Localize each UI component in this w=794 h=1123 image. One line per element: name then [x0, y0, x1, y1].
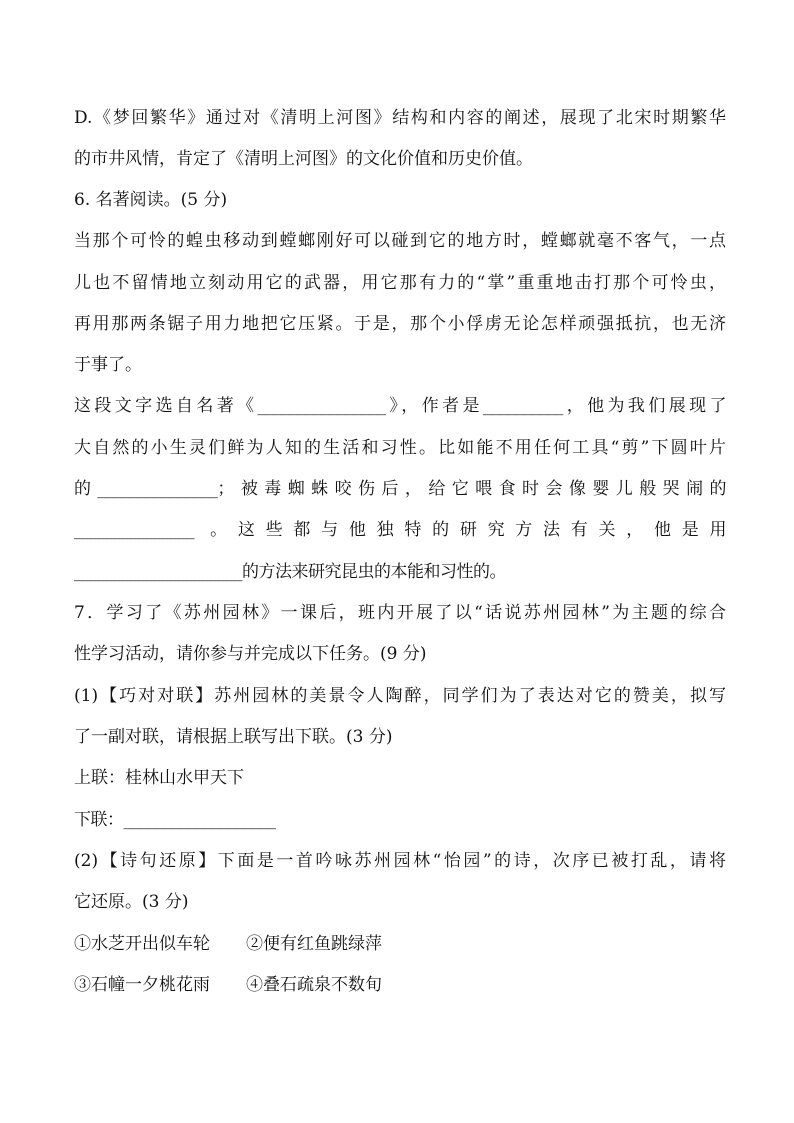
option-d-line-1: D.《梦回繁华》通过对《清明上河图》结构和内容的阐述，展现了北宋时期繁华 [74, 108, 726, 128]
question-7-heading-line-2: 性学习活动，请你参与并完成以下任务。(9 分) [74, 644, 427, 664]
question-6-heading: 6. 名著阅读。(5 分) [74, 190, 228, 210]
question-6-fill-line-1: 这段文字选自名著《________________》，作者是__________，他为我们展现了 [74, 396, 726, 416]
passage-line-1: 当那个可怜的蝗虫移动到螳螂刚好可以碰到它的地方时，螳螂就毫不客气，一点 [74, 231, 726, 251]
task-2-line-2: 它还原。(3 分) [74, 892, 189, 912]
poem-row-1 [74, 932, 726, 956]
poem-line-4: ④叠石疏泉不数旬 [246, 975, 382, 995]
question-6-fill-line-3: 的_______________；被毒蜘蛛咬伤后，给它喂食时会像婴儿般哭闹的 [74, 479, 726, 499]
poem-line-1: ①水芝开出似车轮 [74, 934, 210, 954]
question-6-fill-line-2: 大自然的小生灵们鲜为人知的生活和习性。比如能不用任何工具“剪”下圆叶片 [74, 438, 726, 458]
poem-line-3: ③石幢一夕桃花雨 [74, 975, 210, 995]
passage-line-4: 于事了。 [74, 355, 142, 375]
passage-line-3: 再用那两条锯子用力地把它压紧。于是，那个小俘虏无论怎样顽强抵抗，也无济 [74, 314, 726, 334]
task-2-line-1: (2)【诗句还原】下面是一首吟咏苏州园林“怡园”的诗，次序已被打乱，请将 [74, 851, 726, 871]
poem-row-2 [74, 973, 726, 997]
option-d-line-2: 的市井风情，肯定了《清明上河图》的文化价值和历史价值。 [74, 149, 533, 169]
task-1-line-1: (1)【巧对对联】苏州园林的美景令人陶醉，同学们为了表达对它的赞美，拟写 [74, 686, 726, 706]
question-7-heading-line-1: 7．学习了《苏州园林》一课后，班内开展了以“话说苏州园林”为主题的综合 [74, 603, 726, 623]
lower-couplet-blank: 下联：___________________ [74, 810, 276, 830]
task-1-line-2: 了一副对联，请根据上联写出下联。(3 分) [74, 727, 393, 747]
poem-line-2: ②便有红鱼跳绿萍 [246, 934, 382, 954]
upper-couplet: 上联：桂林山水甲天下 [74, 768, 244, 788]
question-6-fill-line-5: _____________________的方法来研究昆虫的本能和习性的。 [74, 562, 506, 582]
question-6-fill-line-4: _______________ 。这些都与他独特的研究方法有关，他是用 [74, 520, 726, 540]
passage-line-2: 儿也不留情地立刻动用它的武器，用它那有力的“掌”重重地击打那个可怜虫， [74, 273, 726, 293]
